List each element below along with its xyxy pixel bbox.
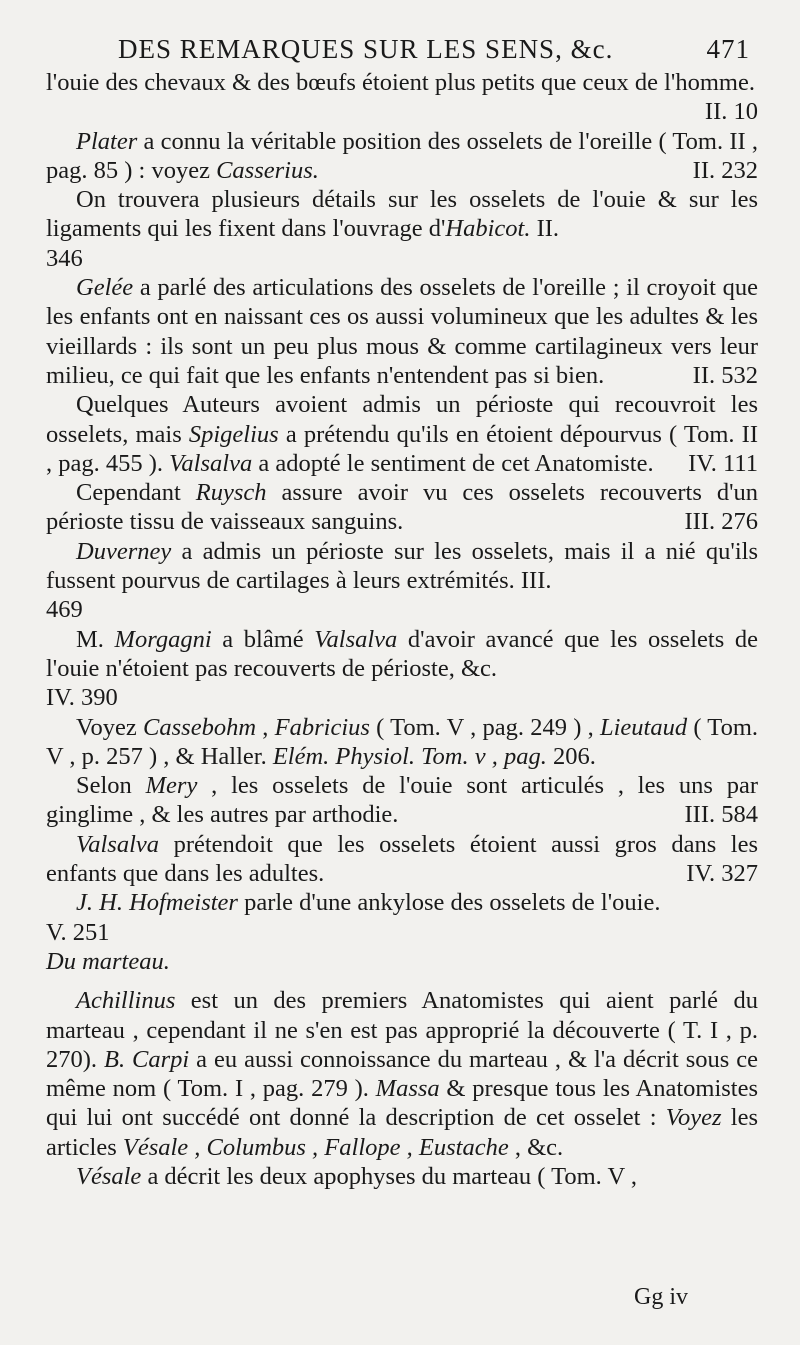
- author-name: Cassebohm: [143, 713, 257, 741]
- reference: IV. 327: [686, 860, 758, 888]
- author-name: Duverney: [76, 537, 172, 565]
- paragraph-text: les articles: [46, 1104, 758, 1161]
- paragraph-text: Quelques Auteurs avoient admis un périoste qui recouvroit les osselets, mais: [46, 391, 758, 448]
- paragraph: [46, 127, 758, 186]
- paragraph-text: a admis un périoste sur les osselets, mais il a nié qu'ils fussent pourvus de cartilages à leurs extrémités.: [46, 537, 758, 595]
- paragraph-text: M.: [76, 625, 115, 653]
- reference: III. 584: [684, 801, 758, 829]
- author-name: J. H. Hofmeister: [76, 889, 238, 917]
- paragraph: [46, 273, 758, 390]
- paragraph-text: a adopté le sentiment de cet Anatomiste.: [252, 449, 654, 477]
- paragraph-text: assure avoir vu ces osselets recouverts d'un périoste tissu de vaisseaux sanguins.: [46, 479, 758, 536]
- author-name: Gelée: [76, 274, 134, 302]
- reference: IV. 111: [688, 449, 758, 477]
- author-name: Achillinus: [76, 987, 176, 1015]
- paragraph-text: & presque tous les Anatomistes qui lui ont succédé ont donné la description de cet osselet :: [46, 1075, 758, 1132]
- author-name: Valsalva: [314, 625, 398, 653]
- paragraph: [46, 986, 758, 1162]
- author-name: Vésale: [76, 1162, 142, 1190]
- paragraph-text: ,: [256, 713, 275, 741]
- paragraph: [46, 68, 758, 126]
- paragraph: [46, 771, 758, 830]
- author-name: Morgagni: [114, 625, 212, 653]
- paragraph-text: a prétendu qu'ils en étoient dépourvus ( Tom. II , pag. 455 ).: [46, 420, 758, 477]
- author-name: Spigelius: [188, 420, 279, 448]
- paragraph-text: prétendoit que les osselets étoient aussi gros dans les enfants que dans les adultes.: [46, 830, 758, 888]
- paragraph-text: a parlé des articulations des osselets de l'oreille ; il croyoit que les enfants ont en naissant ces os aussi volumineux que les adultes & les vieillards : ils sont un peu plus mous & comme cartilagineux vers leur milieu, ce qui fait que les enfants n'entendent pas si bien.: [46, 274, 758, 389]
- paragraph-text: Voyez: [76, 713, 144, 741]
- reference: IV. 390: [46, 684, 118, 712]
- reference: II. 232: [692, 156, 758, 184]
- author-name: Casserius.: [216, 156, 319, 184]
- reference: V. 251: [46, 918, 110, 946]
- paragraph-text: 206.: [546, 742, 596, 770]
- paragraph: [46, 390, 758, 478]
- signature-mark: Gg iv: [634, 1284, 688, 1310]
- reference: II. 10: [704, 98, 758, 126]
- author-name: B. Carpi: [103, 1045, 190, 1073]
- paragraph: [46, 1162, 758, 1191]
- paragraph-text: , &c.: [508, 1133, 564, 1161]
- running-header: [46, 28, 758, 68]
- page-number: 471: [706, 34, 750, 64]
- reference: III.: [520, 567, 552, 595]
- paragraph-text: a connu la véritable position des osselets de l'oreille ( Tom. II , pag. 85 ) : voyez: [46, 127, 758, 184]
- reference: III. 276: [684, 508, 758, 536]
- reference: II.: [536, 215, 560, 243]
- paragraph-text: ( Tom. V , pag. 249 ) ,: [369, 713, 600, 741]
- paragraph-text: Selon: [76, 772, 146, 800]
- paragraph: [46, 888, 758, 917]
- author-name: Voyez: [665, 1104, 722, 1132]
- author-name: Habicot.: [445, 215, 531, 243]
- author-name: Elém. Physiol. Tom. v , pag.: [272, 742, 547, 770]
- paragraph: [46, 185, 758, 244]
- page-body: [46, 68, 758, 1191]
- author-name: Ruysch: [195, 479, 267, 507]
- paragraph-text: d'avoir avancé que les osselets de l'ouie n'étoient pas recouverts de périoste, &c.: [46, 625, 758, 682]
- author-name: Valsalva: [169, 449, 253, 477]
- paragraph: [46, 625, 758, 684]
- author-name: Massa: [375, 1075, 440, 1103]
- author-name: Valsalva: [76, 830, 160, 858]
- paragraph-text: a décrit les deux apophyses du marteau ( Tom. V ,: [141, 1162, 637, 1190]
- paragraph: [46, 478, 758, 537]
- author-name: Vésale , Columbus , Fallope , Eustache: [122, 1133, 509, 1161]
- paragraph-text: l'ouie des chevaux & des bœufs étoient plus petits que ceux de l'homme.: [46, 69, 755, 96]
- author-name: Plater: [76, 127, 138, 155]
- paragraph-text: On trouvera plusieurs détails sur les osselets de l'ouie & sur les ligaments qui les fixent dans l'ouvrage d': [46, 186, 758, 243]
- reference: II. 532: [692, 361, 758, 389]
- running-title: DES REMARQUES SUR LES SENS, &c.: [118, 34, 614, 64]
- paragraph-text: parle d'une ankylose des osselets de l'ouie.: [237, 889, 661, 917]
- reference: 469: [46, 596, 83, 624]
- paragraph-text: , les osselets de l'ouie sont articulés , les uns par ginglime , & les autres par arthodie.: [46, 772, 758, 829]
- author-name: Lieutaud: [599, 713, 688, 741]
- paragraph-text: a blâmé: [211, 625, 315, 653]
- reference: 346: [46, 244, 83, 272]
- paragraph-text: Cependant: [76, 479, 196, 507]
- author-name: Mery: [145, 772, 198, 800]
- paragraph: [46, 537, 758, 596]
- section-title: Du marteau.: [46, 947, 170, 975]
- paragraph: [46, 830, 758, 889]
- paragraph: [46, 713, 758, 772]
- author-name: Fabricius: [274, 713, 370, 741]
- paragraph-text: est un des premiers Anatomistes qui aient parlé du marteau , cependant il ne s'en est pas approprié la découverte ( T. I , p. 270).: [46, 987, 758, 1073]
- paragraph-text: ( Tom. V , p. 257 ) , & Haller.: [46, 713, 758, 770]
- paragraph-text: a eu aussi connoissance du marteau , & l'a décrit sous ce même nom ( Tom. I , pag. 279 ).: [46, 1045, 758, 1103]
